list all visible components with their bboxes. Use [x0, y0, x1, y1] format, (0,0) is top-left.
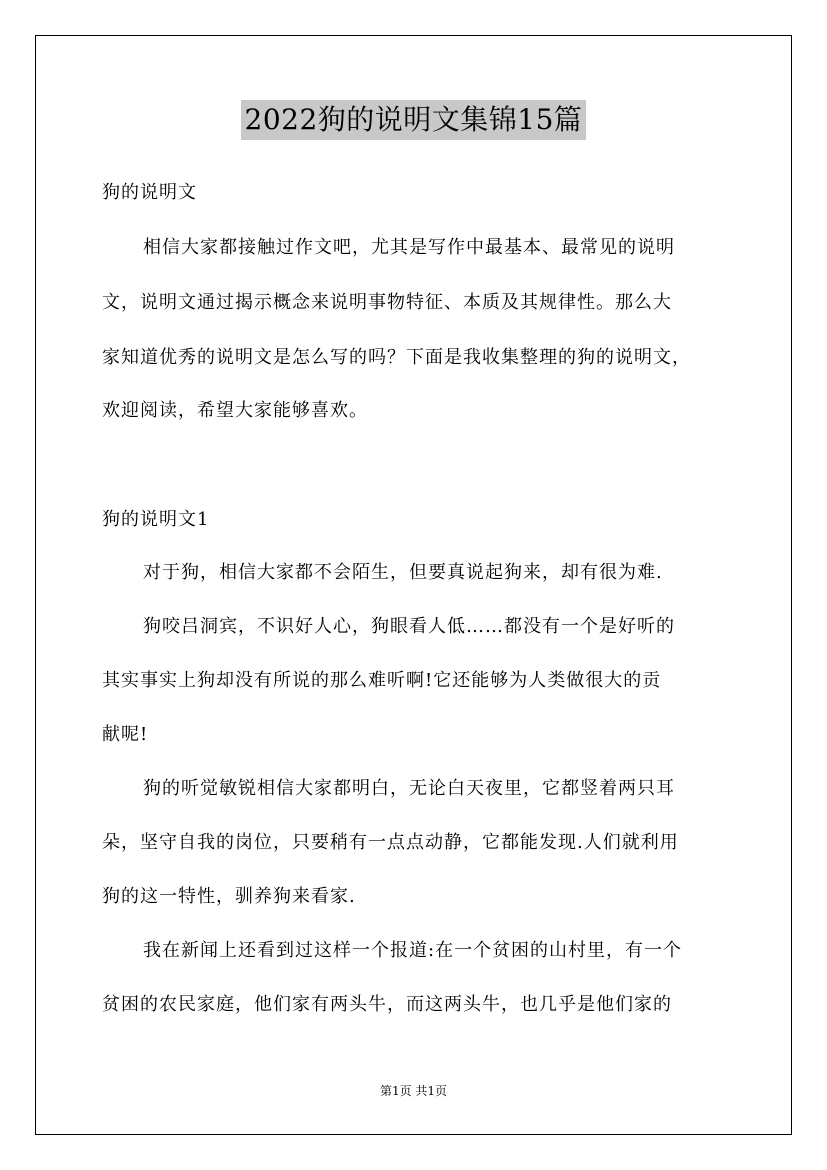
intro-line-2: 文，说明文通过揭示概念来说明事物特征、本质及其规律性。那么大	[102, 292, 672, 313]
body-line-1: 对于狗，相信大家都不会陌生，但要真说起狗来，却有很为难.	[143, 562, 663, 583]
article-heading: 狗的说明文1	[102, 509, 210, 530]
body-line-2: 狗咬吕洞宾，不识好人心，狗眼看人低……都没有一个是好听的	[143, 616, 675, 637]
intro-line-3: 家知道优秀的说明文是怎么写的吗？下面是我收集整理的狗的说明文，	[102, 347, 691, 368]
body-line-9: 贫困的农民家庭，他们家有两头牛，而这两头牛，也几乎是他们家的	[102, 994, 672, 1015]
intro-line-1: 相信大家都接触过作文吧，尤其是写作中最基本、最常见的说明	[143, 237, 675, 258]
body-line-5: 狗的听觉敏锐相信大家都明白，无论白天夜里，它都竖着两只耳	[143, 778, 675, 799]
title-container	[0, 100, 827, 140]
body-line-7: 狗的这一特性，驯养狗来看家.	[102, 886, 356, 907]
body-line-8: 我在新闻上还看到过这样一个报道:在一个贫困的山村里，有一个	[143, 940, 683, 961]
body-line-3: 其实事实上狗却没有所说的那么难听啊!它还能够为人类做很大的贡	[102, 670, 662, 691]
document-title: 2022狗的说明文集锦15篇	[241, 100, 587, 140]
intro-line-4: 欢迎阅读，希望大家能够喜欢。	[102, 400, 368, 421]
body-line-6: 朵，坚守自我的岗位，只要稍有一点点动静，它都能发现.人们就利用	[102, 832, 679, 853]
body-line-4: 献呢!	[102, 724, 149, 745]
page-number-footer: 第1页 共1页	[379, 1084, 448, 1098]
section-heading: 狗的说明文	[102, 182, 197, 203]
